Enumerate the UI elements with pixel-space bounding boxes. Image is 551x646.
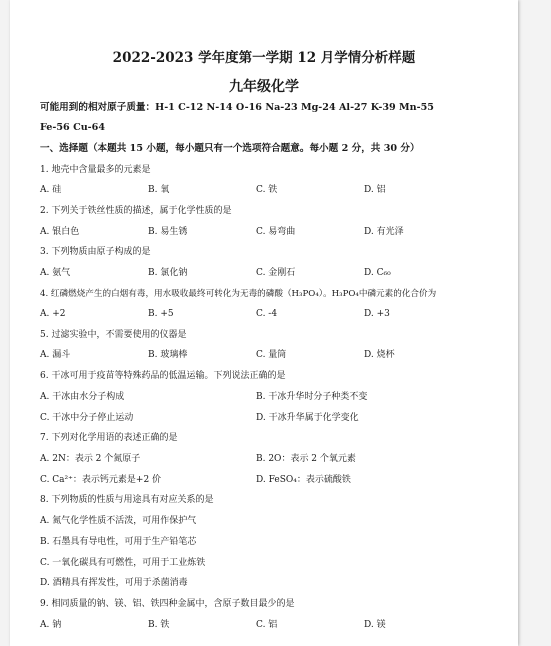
document-page: [10, 0, 518, 646]
document-title: 2022-2023 学年度第一学期 12 月学情分析样题: [112, 50, 416, 66]
question-stem: 2. 下列关于铁丝性质的描述，属于化学性质的是: [40, 206, 232, 216]
atomic-mass-line-2: Fe-56 Cu-64: [40, 122, 106, 133]
option-d: D. +3: [364, 309, 390, 319]
question-stem: 7. 下列对化学用语的表述正确的是: [40, 433, 178, 443]
option-c: C. 一氧化碳具有可燃性，可用于工业炼铁: [40, 558, 206, 568]
option-c: C. -4: [256, 309, 278, 319]
option-a: A. 漏斗: [40, 350, 71, 360]
question-stem: 4. 红磷燃烧产生的白烟有毒，用水吸收最终可转化为无毒的磷酸（H₃PO₄）。H₃PO₄中磷元素的化合价为: [40, 289, 437, 299]
question-stem: 3. 下列物质由原子构成的是: [40, 247, 151, 257]
option-d: D. FeSO₄：表示硫酸铁: [256, 475, 351, 485]
option-c: C. Ca²⁺：表示钙元素是+2 价: [40, 475, 162, 485]
option-d: D. 烧杯: [364, 350, 395, 360]
option-b: B. 氧: [148, 185, 170, 195]
option-c: C. 干冰中分子停止运动: [40, 413, 134, 423]
option-a: A. 硅: [40, 185, 62, 195]
option-b: B. 玻璃棒: [148, 350, 188, 360]
option-a: A. 干冰由水分子构成: [40, 392, 125, 402]
option-a: A. 氮气化学性质不活泼，可用作保护气: [40, 516, 197, 526]
option-b: B. 干冰升华时分子种类不变: [256, 392, 368, 402]
option-d: D. C₆₀: [364, 268, 391, 278]
option-b: B. 易生锈: [148, 227, 188, 237]
question-stem: 1. 地壳中含量最多的元素是: [40, 165, 151, 175]
question-stem: 9. 相同质量的钠、镁、铝、铁四种金属中，含原子数目最少的是: [40, 599, 295, 609]
document-subtitle: 九年级化学: [229, 79, 299, 95]
option-b: B. 2O：表示 2 个氧元素: [256, 454, 356, 464]
option-c: C. 铁: [256, 185, 278, 195]
section-heading: 一、选择题（本题共 15 小题，每小题只有一个选项符合题意。每小题 2 分，共 30 分）: [40, 143, 420, 154]
option-b: B. +5: [148, 309, 174, 319]
option-b: B. 铁: [148, 620, 170, 630]
question-stem: 8. 下列物质的性质与用途具有对应关系的是: [40, 495, 214, 505]
option-d: D. 酒精具有挥发性，可用于杀菌消毒: [40, 578, 188, 588]
question-stem: 6. 干冰可用于疫苗等特殊药品的低温运输。下列说法正确的是: [40, 371, 286, 381]
question-stem: 5. 过滤实验中，不需要使用的仪器是: [40, 330, 187, 340]
option-a: A. +2: [40, 309, 66, 319]
option-b: B. 氯化钠: [148, 268, 188, 278]
option-a: A. 钠: [40, 620, 62, 630]
option-a: A. 银白色: [40, 227, 80, 237]
option-c: C. 易弯曲: [256, 227, 296, 237]
option-c: C. 金刚石: [256, 268, 296, 278]
option-c: C. 量筒: [256, 350, 287, 360]
option-a: A. 氨气: [40, 268, 71, 278]
option-b: B. 石墨具有导电性，可用于生产铅笔芯: [40, 537, 197, 547]
option-d: D. 干冰升华属于化学变化: [256, 413, 359, 423]
atomic-mass-line-1: 可能用到的相对原子质量：H-1 C-12 N-14 O-16 Na-23 Mg-24 Al-27 K-39 Mn-55: [40, 102, 434, 113]
option-d: D. 有光泽: [364, 227, 404, 237]
option-d: D. 铝: [364, 185, 386, 195]
option-d: D. 镁: [364, 620, 386, 630]
option-a: A. 2N：表示 2 个氮原子: [40, 454, 141, 464]
option-c: C. 铝: [256, 620, 278, 630]
